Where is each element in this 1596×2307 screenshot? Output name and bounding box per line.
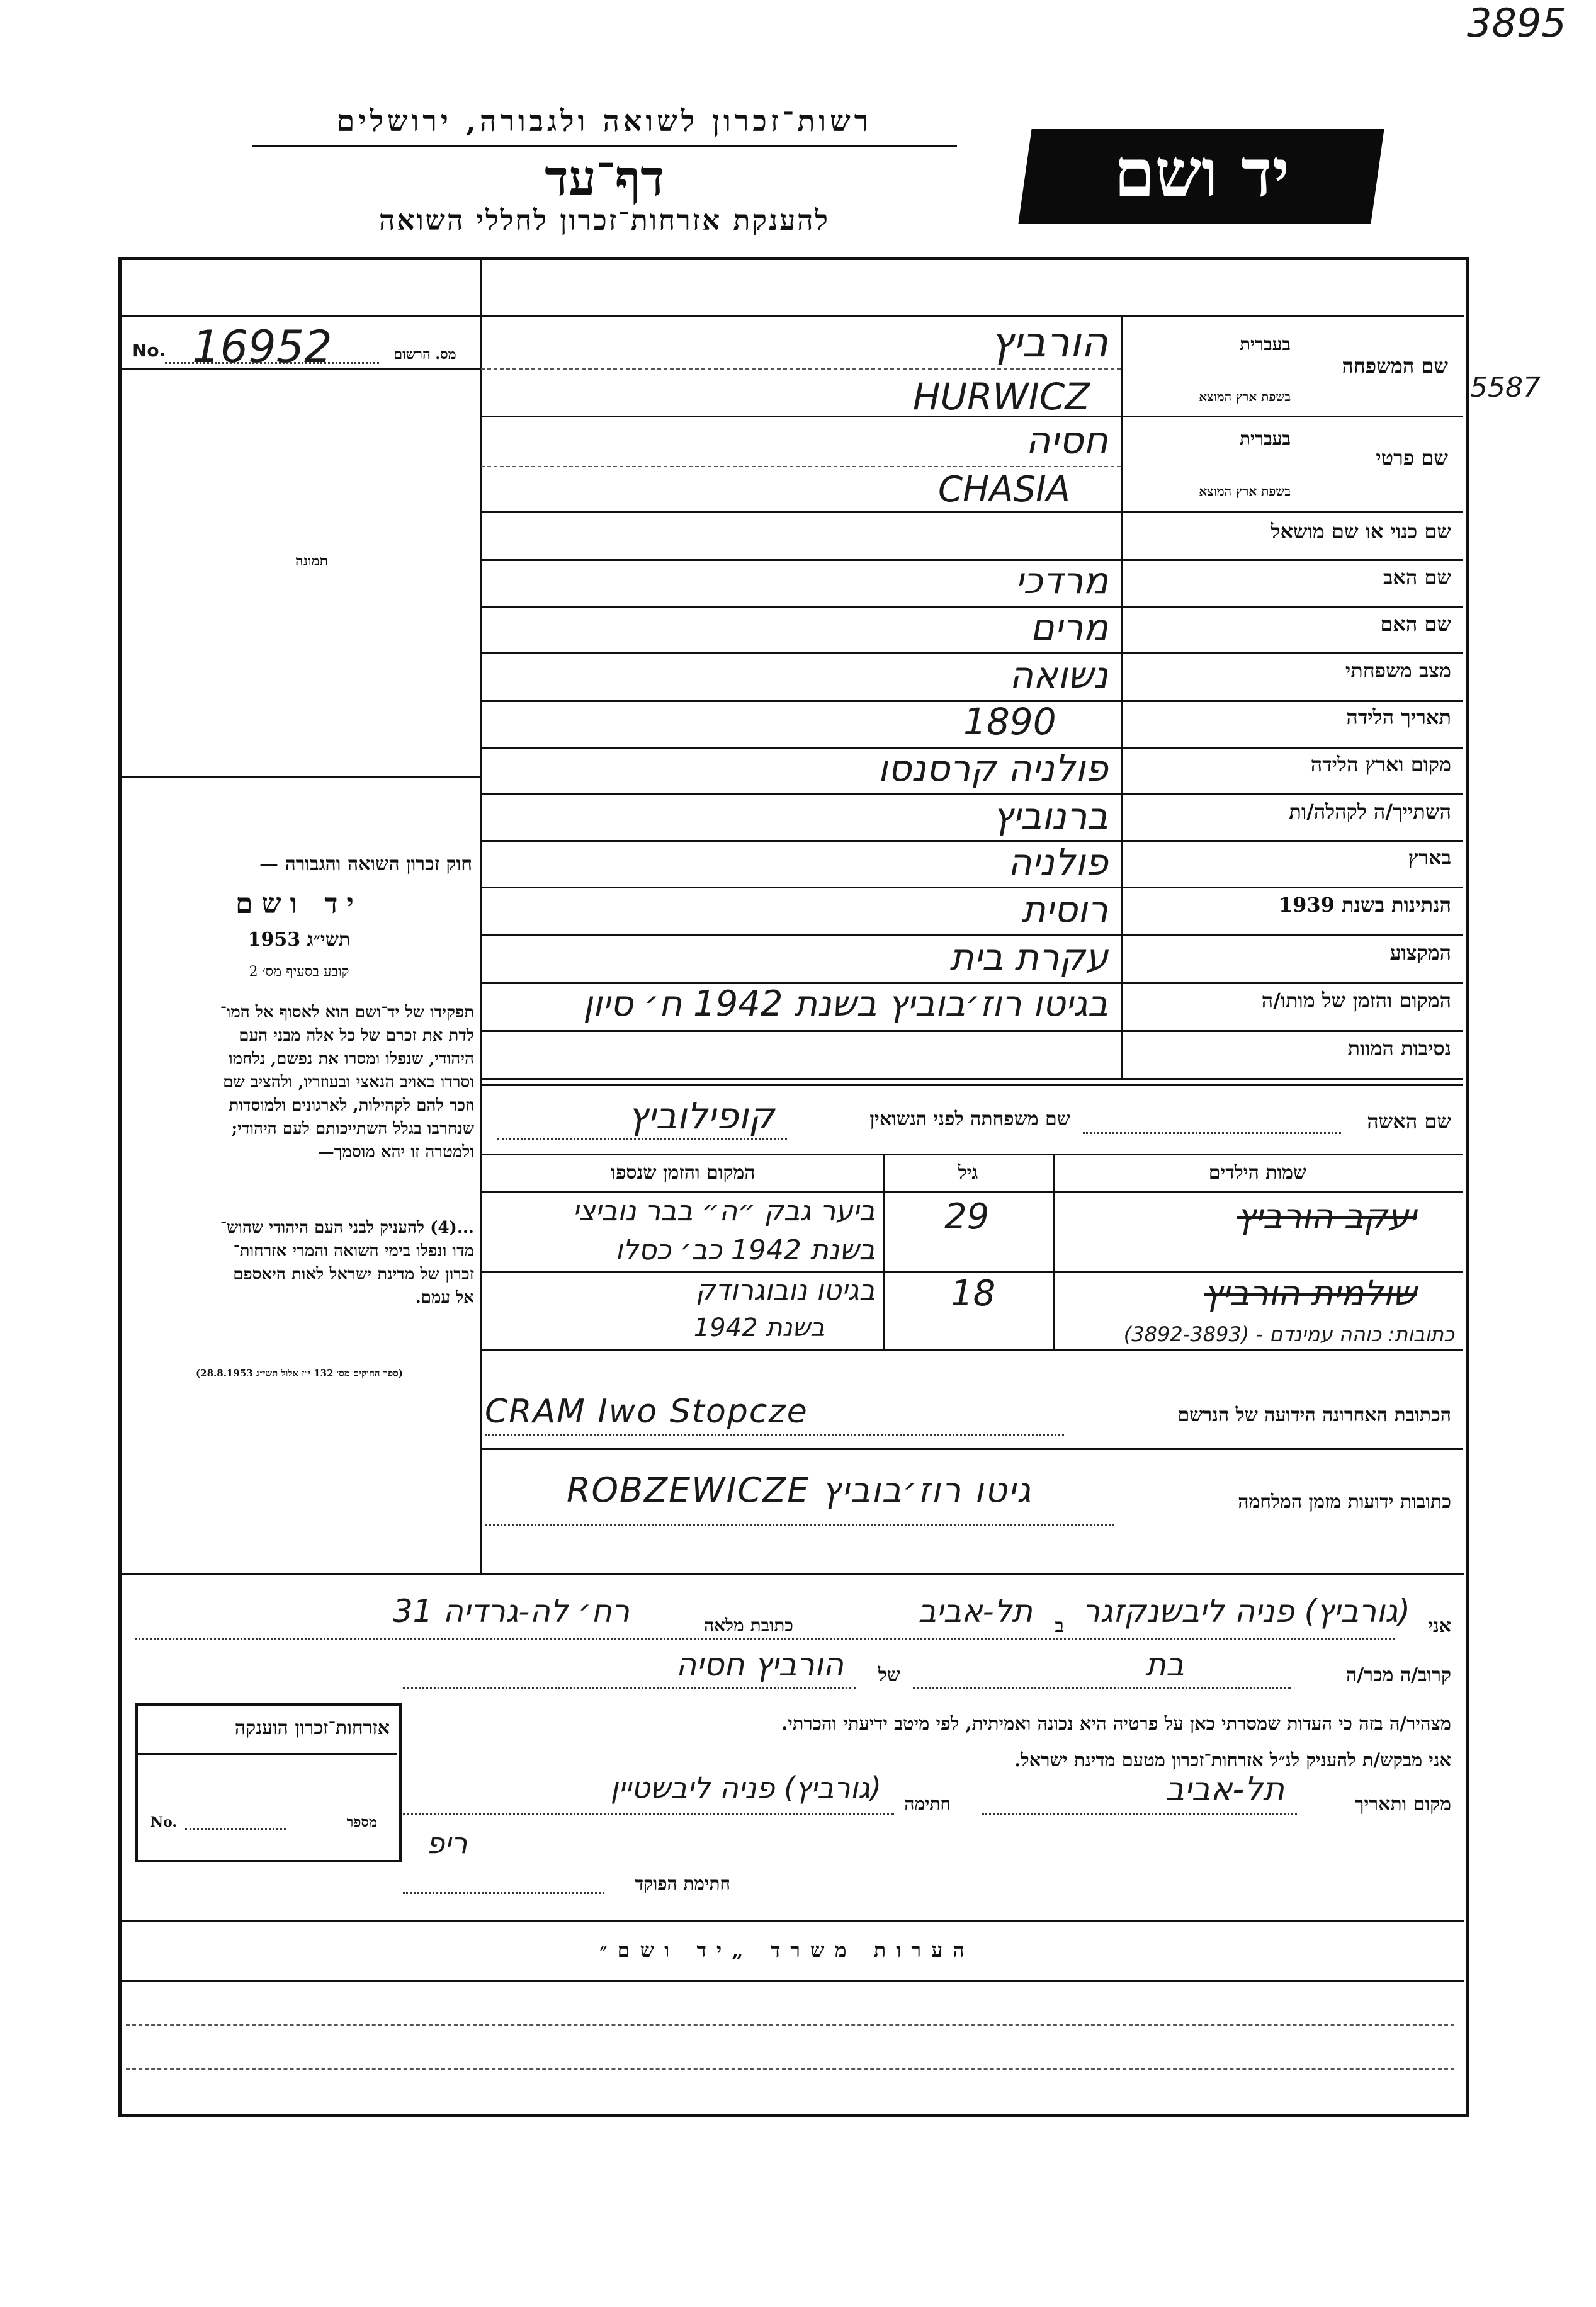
law-paragraph-2 (125, 1216, 474, 1310)
law-line: ...(4) להעניק לבני העם היהודי שהוש־ (220, 1218, 474, 1237)
community-value: ברנוביץ (992, 795, 1108, 837)
place-date-dots (982, 1813, 1297, 1815)
officer-dots (403, 1892, 604, 1894)
community-label: השתייך/ה לקהלה/ות (1289, 800, 1451, 824)
relation-value: בת (1145, 1647, 1184, 1683)
row-rule (481, 511, 1463, 513)
law-title: חוק זכרון השואה והגבורה — (259, 853, 472, 875)
address-mid-rule (481, 1448, 1463, 1450)
left-column-divider (480, 258, 482, 1573)
last-address-value: CRAM Iwo Stopcze (485, 1393, 808, 1431)
war-address-label: כתובות ידועות מזמן המלחמה (1238, 1491, 1451, 1513)
children-top-rule (481, 1154, 1463, 1155)
declaration-text: מצהיר/ה בזה כי העדות שמסרתי כאן על פרטיה היא נכונה ואמיתית, לפי מיטב ידיעתי והכרתי. (781, 1713, 1451, 1734)
child-1-place-2: בשנת 1942 כב׳ כסלו (615, 1234, 875, 1266)
declarant-signature: (גורביץ) פניה ליבשטיין (610, 1771, 881, 1805)
law-line: שנחרבו בגלל השתייכותם לעם היהודי; (231, 1119, 474, 1138)
row-rule (481, 1030, 1463, 1032)
citizenship-box-number-label: מספר (346, 1814, 377, 1830)
citizenship-box-rule (138, 1753, 397, 1755)
birth-date-value: 1890 (963, 700, 1056, 743)
nickname-label: שם כנוי או שם מושאל (1271, 519, 1451, 543)
first-name-origin: CHASIA (938, 469, 1070, 510)
law-line: וזכר להם לקהילות, לארגונים ולמוסדות (229, 1096, 474, 1115)
registration-no-value: 16952 (192, 321, 332, 373)
children-header-rule (481, 1191, 1463, 1193)
children-note: כתובות: כוהה עמינדם - (3892-3893) (1123, 1322, 1454, 1346)
child-1-place: ביער גבק ״ה״ בבר נוביצי (572, 1195, 875, 1227)
children-col-rule (1053, 1154, 1055, 1349)
law-paragraph-1 (125, 1001, 474, 1164)
registration-rule (120, 368, 480, 370)
declarant-residing-label: ב (1055, 1615, 1064, 1637)
relation-dots (913, 1687, 1291, 1689)
declaration-top-rule (120, 1573, 1464, 1575)
header-subtitle: להענקת אזרחות־זכרון לחללי השואה (378, 205, 830, 237)
signature-dots (403, 1813, 894, 1815)
family-name-origin: HURWICZ (913, 375, 1090, 418)
child-1-name: יעקב הורביץ (1237, 1196, 1417, 1236)
of-label: של (878, 1664, 900, 1686)
page-title: דף־עד (545, 150, 664, 207)
header-rule (252, 145, 957, 147)
child-2-name: שולמית הורביץ (1204, 1273, 1417, 1313)
father-label: שם האב (1383, 565, 1451, 589)
declarant-address-label: כתובת מלאה (703, 1615, 793, 1636)
corner-number: 3895 (1467, 0, 1566, 46)
registration-no-label: No. (132, 340, 166, 361)
country-label: בארץ (1408, 846, 1451, 870)
law-line: לדת את זכרם של כל אלה מבני העם (239, 1026, 474, 1045)
law-name: יד ושם (235, 888, 363, 920)
profession-value: עקרת בית (949, 936, 1108, 978)
law-line: תפקידו של יד־ושם הוא לאסוף אל המו־ (220, 1003, 474, 1022)
of-value: הורביץ חסיה (676, 1647, 844, 1683)
family-name-label: שם המשפחה (1342, 354, 1448, 378)
law-section: קובע בסעיף מס׳ 2 (249, 964, 349, 980)
first-name-sub2: בשפת ארץ המוצא (1199, 484, 1291, 499)
war-address-value: ROBZEWICZE גיטו רוז׳בוביץ (567, 1470, 1033, 1510)
last-address-label: הכתובת האחרונה הידועה של הנרשם (1177, 1404, 1451, 1426)
family-name-sub2: בשפת ארץ המוצא (1199, 389, 1291, 404)
children-header-place: המקום והזמן שנספו (611, 1162, 756, 1184)
place-date-value: תל-אביב (1165, 1771, 1284, 1808)
photo-label: תמונה (295, 553, 328, 569)
office-top-rule (120, 1920, 1464, 1922)
of-dots (403, 1687, 856, 1689)
children-col-rule (883, 1154, 885, 1349)
children-row-rule (481, 1271, 1463, 1273)
office-line (126, 2068, 1454, 2070)
office-line (126, 2024, 1454, 2026)
officer-label: חתימת הפוקד (635, 1873, 730, 1894)
declarant-intro: אני (1428, 1615, 1451, 1637)
declarant-name: (גורביץ) פניה ליבשנקזגר (1082, 1593, 1410, 1630)
spouse-value: קופילוביץ (628, 1094, 774, 1137)
birth-place-label: מקום וארץ הלידה (1310, 752, 1451, 776)
mother-label: שם האם (1380, 612, 1451, 636)
citizenship-value: רוסית (1021, 888, 1108, 931)
death-circ-label: נסיבות המוות (1347, 1036, 1451, 1060)
last-address-dots (485, 1434, 1064, 1436)
row-rule (481, 1078, 1463, 1080)
law-line: היהודי, שנפלו ומסרו את נפשם, נלחמו (228, 1050, 474, 1068)
spouse-dots-2 (497, 1138, 787, 1140)
law-line: זכרון של מדינת ישראל לאות היאספם (233, 1265, 474, 1284)
children-header-names: שמות הילדים (1208, 1162, 1307, 1184)
profession-label: המקצוע (1389, 941, 1451, 965)
office-title: הערות משרד „יד ושם״ (599, 1938, 975, 1962)
birth-date-label: תאריך הלידה (1346, 705, 1451, 729)
sub-row-rule (481, 466, 1121, 467)
label-column-divider (1121, 315, 1123, 1080)
child-2-place-2: בשנת 1942 (693, 1313, 825, 1342)
war-address-dots (485, 1524, 1114, 1526)
citizenship-label: הנתינות בשנת 1939 (1278, 893, 1451, 917)
first-name-sub1: בעברית (1239, 428, 1291, 449)
yad-vashem-logo (1018, 129, 1384, 224)
law-line: אל עמם. (415, 1288, 474, 1307)
law-year: תשי״ג 1953 (247, 929, 351, 951)
child-1-age: 29 (944, 1196, 990, 1237)
relation-label: קרוב/ה מכר/ה (1346, 1664, 1451, 1686)
children-header-age: גיל (958, 1162, 978, 1184)
header-authority: רשות־זכרון לשואה ולגבורה, ירושלים (336, 104, 873, 138)
mother-value: מרים (1030, 606, 1108, 649)
sub-row-rule (481, 368, 1121, 370)
father-value: מרדכי (1015, 559, 1108, 602)
spouse-dots (1083, 1132, 1341, 1134)
country-value: פולניה (1007, 841, 1108, 883)
spouse-maiden-label: שם משפחתה לפני הנשואין (869, 1108, 1070, 1130)
death-place-label: המקום והזמן של מותו/ה (1261, 989, 1451, 1012)
declarant-line-dots (135, 1638, 1395, 1640)
family-name-sub1: בעברית (1239, 334, 1291, 354)
law-line: מדו ונפלו בימי השואה והמרי אזרחות־ (233, 1242, 474, 1261)
child-2-age: 18 (951, 1273, 996, 1314)
marital-label: מצב משפחתי (1345, 659, 1451, 683)
children-bottom-rule (481, 1349, 1463, 1351)
registration-dots (165, 362, 379, 364)
first-name-label: שם פרטי (1376, 446, 1448, 470)
birth-place-value: פולניה קרסנסו (878, 747, 1108, 790)
declarant-address: רח׳ לה-גרדיה 31 (392, 1593, 630, 1630)
death-place-value: בגיטו רוז׳בוביץ בשנת 1942 ח׳ סיון (583, 983, 1108, 1024)
child-2-place: בגיטו נובוגרודק (695, 1274, 875, 1307)
law-line: ולמטרה זו יהא מוסמך— (317, 1143, 474, 1162)
citizenship-box (135, 1703, 402, 1862)
citizenship-box-title: אזרחות־זכרון הוענקה (234, 1717, 390, 1739)
logo-text: יד ושם (1114, 134, 1290, 212)
citizenship-box-no-label: No. (150, 1814, 178, 1830)
family-name-hebrew: הורביץ (990, 318, 1108, 366)
top-band-rule (120, 315, 1464, 317)
law-reference: (ספר החוקים מס׳ 132 י״ז אלול תשי״ג 28.8.1953) (196, 1368, 403, 1379)
spouse-label: שם האשה (1367, 1109, 1451, 1133)
first-name-hebrew: חסיה (1026, 419, 1108, 463)
marital-value: נשואה (1009, 654, 1108, 696)
citizenship-box-dots (185, 1828, 286, 1830)
spouse-top-rule (481, 1084, 1463, 1086)
registration-label: מס. הרשום (393, 346, 456, 363)
request-text: אני מבקש/ת להעניק לנ״ל אזרחות־זכרון מטעם מדינת ישראל. (1014, 1749, 1451, 1771)
declarant-city: תל-אביב (918, 1593, 1033, 1630)
law-line: וסרדו באויב הנאצי ובעוזריו, ולהציב שם (223, 1073, 474, 1092)
place-date-label: מקום ותאריך (1354, 1793, 1451, 1815)
photo-bottom-rule (120, 776, 480, 778)
office-rule (120, 1980, 1464, 1982)
margin-note: 5587 (1470, 371, 1541, 404)
signature-label: חתימה (904, 1793, 951, 1814)
officer-signature: ריפ (426, 1826, 468, 1860)
